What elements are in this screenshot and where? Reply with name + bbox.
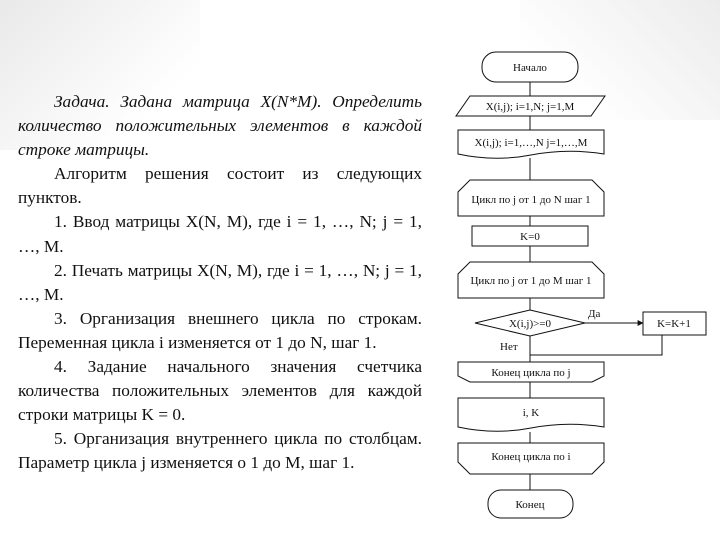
task-statement: Задана матрица X(N*M). Определить количество положительных элементов в каждой строке матрицы. [18, 92, 422, 160]
yes-label: Да [588, 308, 601, 320]
no-label: Нет [500, 341, 518, 353]
start-label: Начало [513, 62, 547, 74]
paragraph-step-4: 4. Задание начального значения счетчика количества положительных элементов для каждой строки матрицы K = 0. [18, 357, 422, 425]
condition-label: X(i,j)>=0 [508, 318, 552, 330]
paragraph-intro: Алгоритм решения состоит из следующих пунктов. [18, 164, 422, 208]
increment-label: K=K+1 [657, 318, 691, 330]
outer-loop-label: Цикл по j от 1 до N шаг 1 [471, 194, 591, 206]
paragraph-step-3: 3. Организация внешнего цикла по строкам. Переменная цикла i изменяется от 1 до N, шаг 1. [18, 308, 422, 352]
end-label: Конец [515, 499, 545, 511]
paragraph-step-1: 1. Ввод матрицы X(N, M), где i = 1, …, N; j = 1, …, M. [18, 212, 422, 256]
outer-loop-end-label: Конец цикла по i [491, 451, 571, 463]
task-label: Задача. [54, 92, 110, 111]
inner-loop-end-label: Конец цикла по j [491, 367, 571, 379]
print-label: i, K [522, 407, 540, 419]
output-label: X(i,j); i=1,…,N j=1,…,M [474, 137, 588, 149]
paragraph-step-2: 2. Печать матрицы X(N, M), где i = 1, …, N; j = 1, …, M. [18, 260, 422, 304]
input-label: X(i,j); i=1,N; j=1,M [485, 101, 575, 113]
paragraph-step-5: 5. Организация внутреннего цикла по столбцам. Параметр цикла j изменяется о 1 до M, шаг 1. [18, 429, 422, 473]
inner-loop-label: Цикл по j от 1 до M шаг 1 [470, 275, 592, 287]
init-counter-label: K=0 [520, 231, 540, 243]
